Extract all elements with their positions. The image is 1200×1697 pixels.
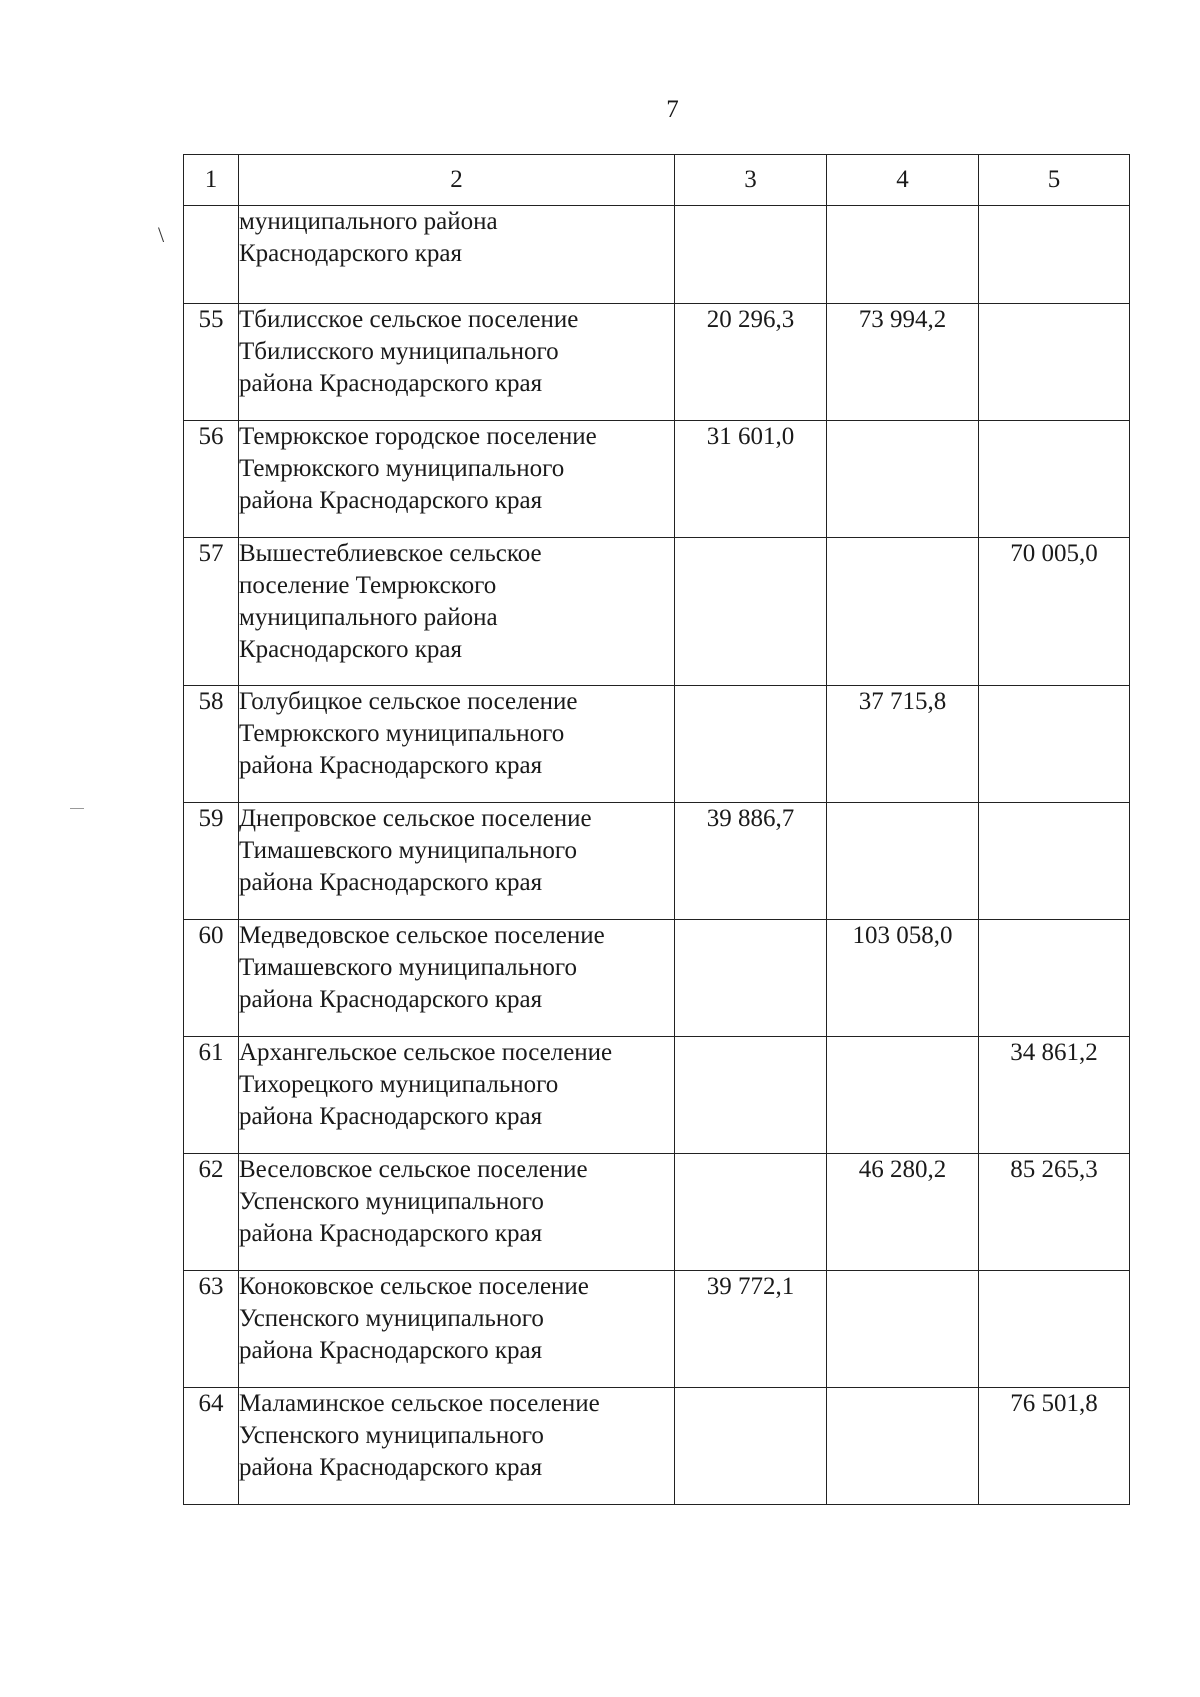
table-row [184,920,1130,1037]
settlement-name-line: района Краснодарского края [239,1337,543,1364]
amount-cell-col3: 31 601,0 [675,421,827,538]
amount-cell-col4 [827,538,979,686]
amount-cell-col5 [979,1271,1130,1388]
row-number-cell: 56 [184,421,239,538]
amount-cell-col3 [675,920,827,1037]
amount-cell-col5: 70 005,0 [979,538,1130,686]
page-number: 7 [666,96,679,123]
settlement-name-cell [239,1037,675,1154]
settlement-name-line: поселение Темрюкского [239,572,497,599]
amount-cell-col4 [827,206,979,304]
amount-cell-col5 [979,421,1130,538]
header-cell-col5: 5 [979,155,1130,206]
settlement-name-line: Темрюкского муниципального [239,455,565,482]
settlement-name-line: Днепровское сельское поселение [239,805,592,832]
settlement-name-line: Темрюкского муниципального [239,720,565,747]
table-row [184,1388,1130,1505]
amount-cell-col4: 46 280,2 [827,1154,979,1271]
row-number-cell: 62 [184,1154,239,1271]
table-row [184,206,1130,304]
settlement-name-line: Тбилисское сельское поселение [239,306,579,333]
amount-cell-col3 [675,206,827,304]
amount-cell-col4: 73 994,2 [827,304,979,421]
settlement-name-cell [239,1271,675,1388]
row-number-cell [184,206,239,304]
header-cell-col2: 2 [239,155,675,206]
settlement-name-line: района Краснодарского края [239,1220,543,1247]
settlement-name-line: Краснодарского края [239,636,462,663]
amount-cell-col5: 34 861,2 [979,1037,1130,1154]
municipal-funding-table [183,154,1130,1505]
row-number-cell: 58 [184,686,239,803]
amount-cell-col4 [827,1388,979,1505]
amount-cell-col5 [979,206,1130,304]
table-row [184,1037,1130,1154]
settlement-name-cell [239,686,675,803]
settlement-name-line: Маламинское сельское поселение [239,1390,600,1417]
amount-cell-col5: 85 265,3 [979,1154,1130,1271]
settlement-name-line: Успенского муниципального [239,1422,544,1449]
settlement-name-cell [239,1154,675,1271]
amount-cell-col5 [979,803,1130,920]
settlement-name-line: района Краснодарского края [239,869,543,896]
settlement-name-cell [239,206,675,304]
table-row [184,538,1130,686]
settlement-name-line: Краснодарского края [239,240,462,267]
table-row [184,686,1130,803]
settlement-name-line: Темрюкское городское поселение [239,423,597,450]
row-number-cell: 55 [184,304,239,421]
amount-cell-col3 [675,1154,827,1271]
amount-cell-col4 [827,421,979,538]
row-number-cell: 63 [184,1271,239,1388]
amount-cell-col5 [979,920,1130,1037]
row-number-cell: 59 [184,803,239,920]
amount-cell-col5: 76 501,8 [979,1388,1130,1505]
settlement-name-line: Тимашевского муниципального [239,954,578,981]
settlement-name-line: муниципального района [239,604,498,631]
settlement-name-line: района Краснодарского края [239,1454,543,1481]
amount-cell-col4: 103 058,0 [827,920,979,1037]
settlement-name-line: Успенского муниципального [239,1188,544,1215]
settlement-name-cell [239,304,675,421]
settlement-name-cell [239,920,675,1037]
amount-cell-col5 [979,304,1130,421]
settlement-name-line: Вышестеблиевское сельское [239,540,542,567]
settlement-name-line: Архангельское сельское поселение [239,1039,613,1066]
settlement-name-line: Веселовское сельское поселение [239,1156,588,1183]
settlement-name-line: Тбилисского муниципального [239,338,559,365]
settlement-name-line: Тимашевского муниципального [239,837,578,864]
settlement-name-cell [239,421,675,538]
settlement-name-cell [239,1388,675,1505]
amount-cell-col3 [675,1388,827,1505]
settlement-name-line: Коноковское сельское поселение [239,1273,589,1300]
amount-cell-col4 [827,1271,979,1388]
amount-cell-col4 [827,803,979,920]
row-number-cell: 61 [184,1037,239,1154]
settlement-name-line: муниципального района [239,208,498,235]
amount-cell-col3 [675,538,827,686]
settlement-name-line: района Краснодарского края [239,986,543,1013]
settlement-name-cell [239,803,675,920]
amount-cell-col3: 20 296,3 [675,304,827,421]
stray-scan-dash [70,808,84,809]
table-row [184,1271,1130,1388]
stray-scan-mark: \ [158,222,165,247]
amount-cell-col3 [675,686,827,803]
row-number-cell: 57 [184,538,239,686]
row-number-cell: 64 [184,1388,239,1505]
amount-cell-col4: 37 715,8 [827,686,979,803]
settlement-name-cell [239,538,675,686]
settlement-name-line: района Краснодарского края [239,752,543,779]
amount-cell-col3: 39 886,7 [675,803,827,920]
table-row [184,1154,1130,1271]
table-row [184,304,1130,421]
settlement-name-line: района Краснодарского края [239,1103,543,1130]
settlement-name-line: Тихорецкого муниципального [239,1071,559,1098]
table-header-row [184,155,1130,206]
amount-cell-col3 [675,1037,827,1154]
table-row [184,421,1130,538]
settlement-name-line: района Краснодарского края [239,370,543,397]
amount-cell-col4 [827,1037,979,1154]
amount-cell-col3: 39 772,1 [675,1271,827,1388]
table-row [184,803,1130,920]
settlement-name-line: Успенского муниципального [239,1305,544,1332]
settlement-name-line: Голубицкое сельское поселение [239,688,578,715]
header-cell-col1: 1 [184,155,239,206]
settlement-name-line: района Краснодарского края [239,487,543,514]
amount-cell-col5 [979,686,1130,803]
settlement-name-line: Медведовское сельское поселение [239,922,605,949]
row-number-cell: 60 [184,920,239,1037]
header-cell-col3: 3 [675,155,827,206]
header-cell-col4: 4 [827,155,979,206]
